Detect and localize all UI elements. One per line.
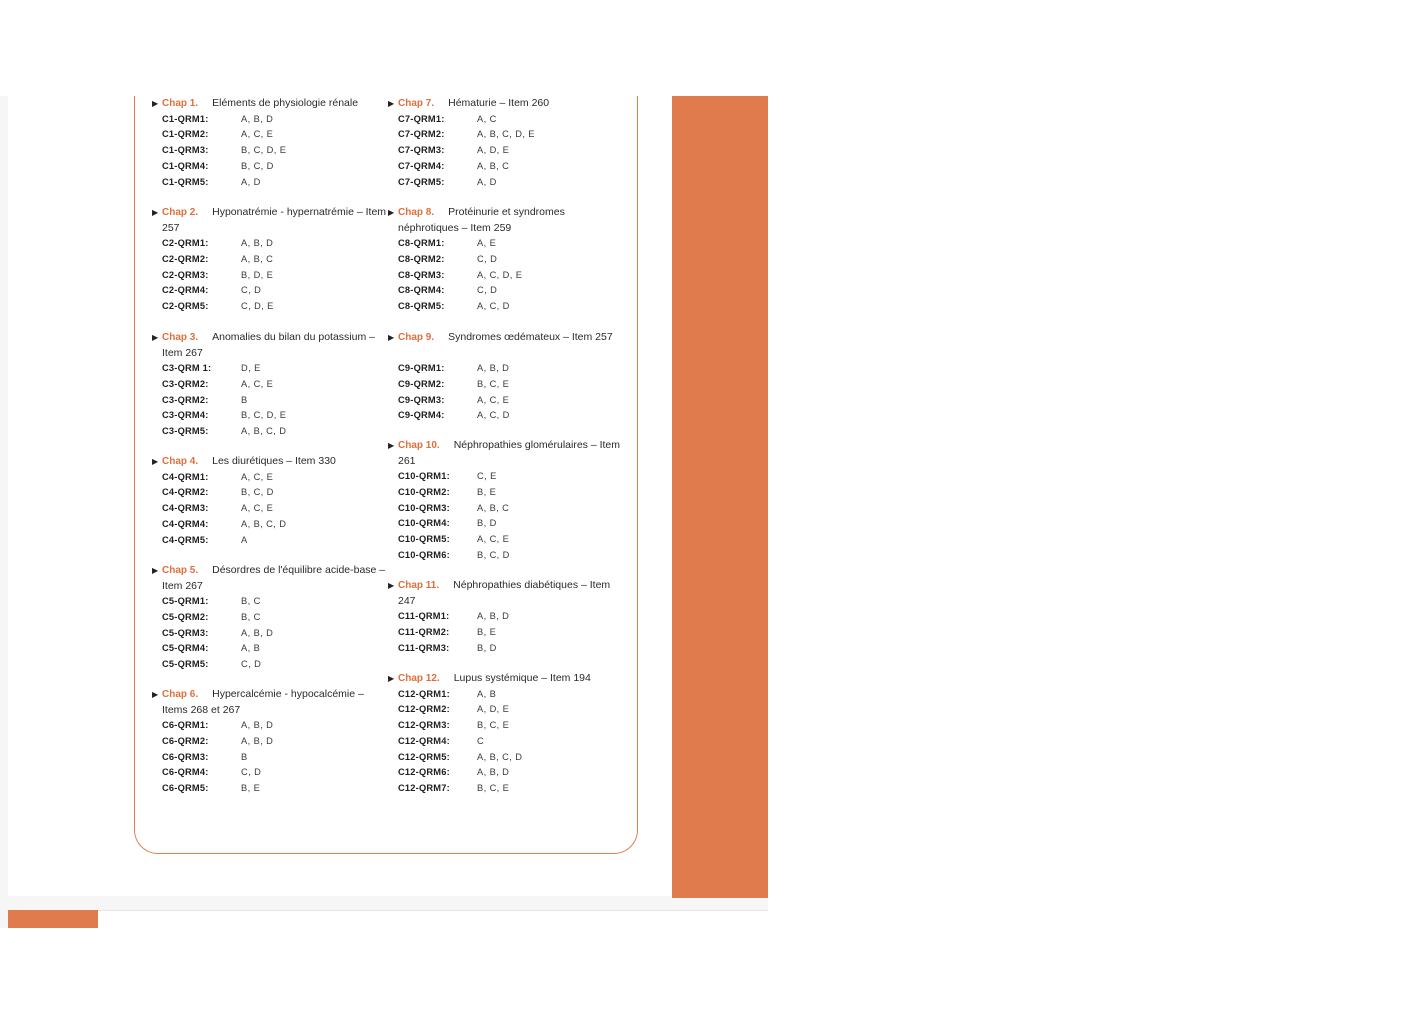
answer-list [388, 361, 624, 424]
answer-row [152, 393, 388, 409]
answer-row [388, 252, 624, 268]
chapter-heading [152, 454, 388, 470]
chapter-number: Chap 1. [162, 98, 199, 109]
question-label: C9-QRM3: [398, 394, 445, 405]
question-label: C6-QRM4: [162, 767, 209, 778]
answer-row [388, 236, 624, 252]
chapter-block [388, 438, 624, 564]
question-label: C4-QRM5: [162, 534, 209, 545]
answer-list [388, 609, 624, 656]
chapter-title: Protéinurie et syndromes néphrotiques – Item 259 [398, 206, 565, 234]
bullet-arrow-icon: ▶ [152, 208, 159, 217]
chapter-number: Chap 2. [162, 207, 199, 218]
answer-row [152, 718, 388, 734]
answer-value: B, C [241, 596, 261, 606]
answer-row [152, 236, 388, 252]
answer-row [152, 143, 388, 159]
question-label: C5-QRM3: [162, 627, 209, 638]
answer-value: B, E [477, 486, 497, 497]
chapter-block [388, 205, 624, 315]
bullet-arrow-icon: ▶ [152, 566, 159, 575]
answer-row [152, 268, 388, 284]
question-label: C1-QRM5: [162, 176, 209, 187]
chapter-heading [152, 96, 388, 112]
bullet-arrow-icon: ▶ [152, 99, 159, 108]
question-label: C12-QRM5: [398, 751, 450, 762]
chapter-number: Chap 9. [398, 332, 435, 343]
question-label: C2-QRM2: [162, 253, 209, 264]
answer-value: A, B, D [241, 735, 274, 746]
answer-value: B, C [241, 611, 261, 622]
question-label: C10-QRM3: [398, 502, 450, 513]
answer-row [388, 532, 624, 548]
answer-value: C, D, E [241, 301, 274, 312]
answer-value: A, D [241, 176, 261, 187]
answer-value: A, B, D [477, 363, 510, 373]
answer-list [388, 112, 624, 191]
chapter-heading [388, 205, 624, 236]
chapter-title: Anomalies du bilan du potassium – Item 267 [162, 331, 375, 359]
answer-row [152, 501, 388, 517]
answer-value: B [241, 394, 248, 405]
chapter-number: Chap 8. [398, 207, 435, 218]
question-label: C11-QRM1: [398, 611, 450, 621]
answer-value: B, C, E [477, 378, 510, 389]
bullet-arrow-icon: ▶ [388, 99, 395, 108]
answer-row [388, 377, 624, 393]
answer-value: A, C [477, 113, 497, 124]
answer-row [152, 299, 388, 315]
answer-value: A, B, D [241, 627, 274, 638]
answer-row [388, 143, 624, 159]
answer-row [388, 127, 624, 143]
answer-row [152, 781, 388, 797]
answer-row [388, 718, 624, 734]
answer-value: B, C, D [477, 549, 510, 560]
answer-row [388, 485, 624, 501]
bullet-arrow-icon: ▶ [152, 457, 159, 466]
question-label: C6-QRM1: [162, 720, 209, 730]
question-label: C12-QRM4: [398, 735, 450, 746]
chapter-block [152, 454, 388, 548]
answer-value: A, B, C [477, 160, 510, 171]
question-label: C4-QRM1: [162, 471, 209, 482]
answer-list [388, 469, 624, 564]
question-label: C8-QRM5: [398, 301, 445, 312]
question-label: C3-QRM 1: [162, 363, 212, 373]
chapter-heading [388, 578, 624, 609]
answer-value: B, D, E [241, 269, 274, 280]
answer-row [388, 548, 624, 564]
chapter-block [152, 687, 388, 797]
answer-value: A, C, E [241, 378, 274, 389]
answer-value: A, D [477, 176, 497, 187]
answer-row [388, 625, 624, 641]
question-label: C10-QRM4: [398, 518, 450, 529]
answer-row [388, 268, 624, 284]
chapter-block [388, 96, 624, 190]
bullet-arrow-icon: ▶ [388, 441, 395, 450]
answer-value: A, B, D [477, 611, 510, 621]
answer-value: B, E [241, 783, 261, 794]
answer-value: A, B, C, D [241, 518, 287, 529]
answer-value: B, C, D [241, 160, 274, 171]
chapter-block [388, 578, 624, 656]
chapter-heading [152, 563, 388, 594]
answer-row [152, 533, 388, 549]
answer-value: C, D [241, 767, 262, 778]
question-label: C11-QRM3: [398, 642, 450, 653]
question-label: C3-QRM5: [162, 426, 209, 437]
chapter-block [152, 330, 388, 440]
question-label: C4-QRM4: [162, 518, 209, 529]
question-label: C7-QRM3: [398, 145, 445, 156]
chapter-title: Syndromes œdémateux – Item 257 [448, 331, 613, 343]
question-label: C8-QRM3: [398, 269, 445, 280]
answer-row [152, 734, 388, 750]
question-label: C3-QRM4: [162, 410, 209, 421]
chapter-block [152, 96, 388, 190]
answer-value: D, E [241, 363, 261, 373]
answer-value: C, D [477, 285, 498, 296]
answer-value: B, C, E [477, 720, 510, 731]
section-side-tab [672, 96, 1403, 920]
question-label: C3-QRM2: [162, 394, 209, 405]
answer-row [152, 765, 388, 781]
answer-value: A, B, C, D, E [477, 129, 535, 140]
answer-row [388, 734, 624, 750]
answer-row [152, 408, 388, 424]
answer-value: C, D [241, 285, 262, 296]
question-label: C9-QRM1: [398, 363, 445, 373]
answer-row [388, 609, 624, 625]
answer-value: A, B, D [241, 113, 274, 124]
answer-list [388, 236, 624, 315]
answer-value: B, C, D, E [241, 145, 287, 156]
question-label: C8-QRM4: [398, 285, 445, 296]
answer-row [152, 641, 388, 657]
answer-row [388, 516, 624, 532]
answer-value: B, E [477, 626, 497, 637]
question-label: C12-QRM1: [398, 688, 450, 699]
answer-value: A, B, C [477, 502, 510, 513]
chapter-title: Lupus systémique – Item 194 [453, 672, 591, 684]
chapter-heading [388, 671, 624, 687]
answer-value: B, C, D, E [241, 410, 287, 421]
question-label: C7-QRM5: [398, 176, 445, 187]
bullet-arrow-icon: ▶ [388, 674, 395, 683]
chapter-title: Les diurétiques – Item 330 [212, 455, 336, 467]
bullet-arrow-icon: ▶ [388, 208, 395, 217]
answer-row [388, 687, 624, 703]
answer-value: A, B, D [241, 720, 274, 730]
question-label: C1-QRM4: [162, 160, 209, 171]
answer-row [152, 610, 388, 626]
question-label: C7-QRM1: [398, 113, 445, 124]
question-label: C6-QRM5: [162, 783, 209, 794]
answer-row [388, 469, 624, 485]
answer-row [152, 657, 388, 673]
chapter-heading [388, 96, 624, 112]
question-label: C12-QRM3: [398, 720, 450, 731]
chapter-block [388, 671, 624, 797]
answer-value: A, B, D [477, 767, 510, 778]
bullet-arrow-icon: ▶ [152, 690, 159, 699]
chapter-number: Chap 7. [398, 98, 435, 109]
answer-value: B, D [477, 642, 497, 653]
answer-value: A, C, D [477, 301, 510, 312]
question-label: C2-QRM3: [162, 269, 209, 280]
answer-row [388, 112, 624, 128]
answer-row [152, 127, 388, 143]
question-label: C2-QRM5: [162, 301, 209, 312]
question-label: C5-QRM5: [162, 659, 209, 670]
chapter-title: Eléments de physiologie rénale [212, 97, 359, 109]
answer-list [152, 718, 388, 797]
chapter-title: Hématurie – Item 260 [448, 97, 550, 109]
question-label: C8-QRM2: [398, 253, 445, 264]
answer-value: A, C, E [241, 503, 274, 514]
answer-row [388, 361, 624, 377]
question-label: C10-QRM6: [398, 549, 450, 560]
question-label: C7-QRM2: [398, 129, 445, 140]
chapter-heading [388, 330, 624, 361]
chapter-title: Néphropathies glomérulaires – Item 261 [398, 439, 621, 467]
chapter-block [152, 205, 388, 315]
answer-value: A, C, E [477, 394, 510, 405]
question-label: C11-QRM2: [398, 626, 450, 637]
answer-value: A, B [241, 643, 261, 654]
answer-value: A, B [477, 688, 497, 699]
answer-value: A, C, E [241, 471, 274, 482]
answer-row [152, 750, 388, 766]
chapter-number: Chap 12. [398, 673, 440, 684]
answer-row [152, 283, 388, 299]
chapter-title: Hyponatrémie - hypernatrémie – Item 257 [162, 206, 387, 234]
answer-row [152, 361, 388, 377]
answer-value: A, C, E [477, 534, 510, 545]
answer-row [152, 252, 388, 268]
answer-row [388, 750, 624, 766]
chapter-number: Chap 4. [162, 456, 199, 467]
question-label: C9-QRM4: [398, 410, 445, 421]
answer-row [388, 781, 624, 797]
answer-row [152, 594, 388, 610]
answer-row [388, 765, 624, 781]
answer-row [152, 485, 388, 501]
answer-value: B, C, E [477, 783, 510, 794]
question-label: C7-QRM4: [398, 160, 445, 171]
answer-value: C [477, 735, 485, 746]
question-label: C8-QRM1: [398, 238, 445, 248]
answer-row [152, 517, 388, 533]
answer-value: A, B, D [241, 238, 274, 248]
question-label: C1-QRM1: [162, 113, 209, 124]
question-label: C10-QRM1: [398, 471, 450, 481]
answer-value: A, B, C [241, 253, 274, 264]
question-label: C1-QRM3: [162, 145, 209, 156]
question-label: C6-QRM2: [162, 735, 209, 746]
answer-row [388, 702, 624, 718]
bullet-arrow-icon: ▶ [388, 333, 395, 342]
answer-row [388, 501, 624, 517]
answer-value: A, C, D, E [477, 269, 523, 280]
answer-row [388, 299, 624, 315]
question-label: C5-QRM2: [162, 611, 209, 622]
answer-value: A, C, E [241, 129, 274, 140]
answer-value: C, E [477, 471, 497, 481]
question-label: C9-QRM2: [398, 378, 445, 389]
answer-row [152, 175, 388, 191]
question-label: C2-QRM1: [162, 238, 209, 248]
answer-list [152, 236, 388, 315]
answer-value: B, C, D [241, 487, 274, 498]
chapter-number: Chap 3. [162, 332, 199, 343]
chapter-number: Chap 10. [398, 440, 440, 451]
answer-row [152, 112, 388, 128]
answer-value: C, D [477, 253, 498, 264]
question-label: C12-QRM6: [398, 767, 450, 778]
question-label: C12-QRM2: [398, 704, 450, 715]
answer-list [152, 361, 388, 440]
answer-value: A [241, 534, 248, 545]
answer-value: B [241, 751, 248, 762]
answer-list [388, 687, 624, 798]
chapter-title: Néphropathies diabétiques – Item 247 [398, 579, 611, 607]
answer-value: A, D, E [477, 145, 510, 156]
chapter-heading [152, 687, 388, 718]
chapter-number: Chap 6. [162, 689, 199, 700]
question-label: C5-QRM1: [162, 596, 209, 606]
question-label: C10-QRM2: [398, 486, 450, 497]
chapter-heading [152, 330, 388, 361]
question-label: C2-QRM4: [162, 285, 209, 296]
answer-value: C, D [241, 659, 262, 670]
answer-value: A, B, C, D [241, 426, 287, 437]
question-label: C3-QRM2: [162, 378, 209, 389]
section-title: Réponses des QRM [1380, 728, 1403, 920]
chapter-block [388, 330, 624, 424]
chapter-title: Désordres de l'équilibre acide-base – Item 267 [162, 564, 386, 592]
answer-list [152, 594, 388, 673]
chapter-heading [152, 205, 388, 236]
answer-row [388, 175, 624, 191]
chapter-number: Chap 5. [162, 565, 199, 576]
question-label: C10-QRM5: [398, 534, 450, 545]
answer-row [388, 159, 624, 175]
question-label: C4-QRM2: [162, 487, 209, 498]
chapter-heading [388, 438, 624, 469]
chapter-number: Chap 11. [398, 580, 440, 591]
answer-row [152, 470, 388, 486]
chapter-block [152, 563, 388, 673]
answer-row [152, 377, 388, 393]
answer-value: A, C, D [477, 410, 510, 421]
answer-row [388, 393, 624, 409]
answer-row [152, 159, 388, 175]
next-page-edge [8, 910, 768, 928]
answer-row [388, 283, 624, 299]
question-label: C1-QRM2: [162, 129, 209, 140]
bullet-arrow-icon: ▶ [388, 581, 395, 590]
question-label: C12-QRM7: [398, 783, 450, 794]
answer-value: A, E [477, 238, 497, 248]
answer-list [152, 470, 388, 549]
answer-list [152, 112, 388, 191]
question-label: C4-QRM3: [162, 503, 209, 514]
answer-value: B, D [477, 518, 497, 529]
question-label: C6-QRM3: [162, 751, 209, 762]
question-label: C5-QRM4: [162, 643, 209, 654]
next-page-tab [8, 910, 98, 928]
answer-row [152, 424, 388, 440]
answer-row [388, 641, 624, 657]
answer-value: A, B, C, D [477, 751, 523, 762]
answer-row [152, 626, 388, 642]
bullet-arrow-icon: ▶ [152, 333, 159, 342]
chapter-title: Hypercalcémie - hypocalcémie – Items 268 et 267 [162, 688, 364, 716]
answer-value: A, D, E [477, 704, 510, 715]
answer-row [388, 408, 624, 424]
